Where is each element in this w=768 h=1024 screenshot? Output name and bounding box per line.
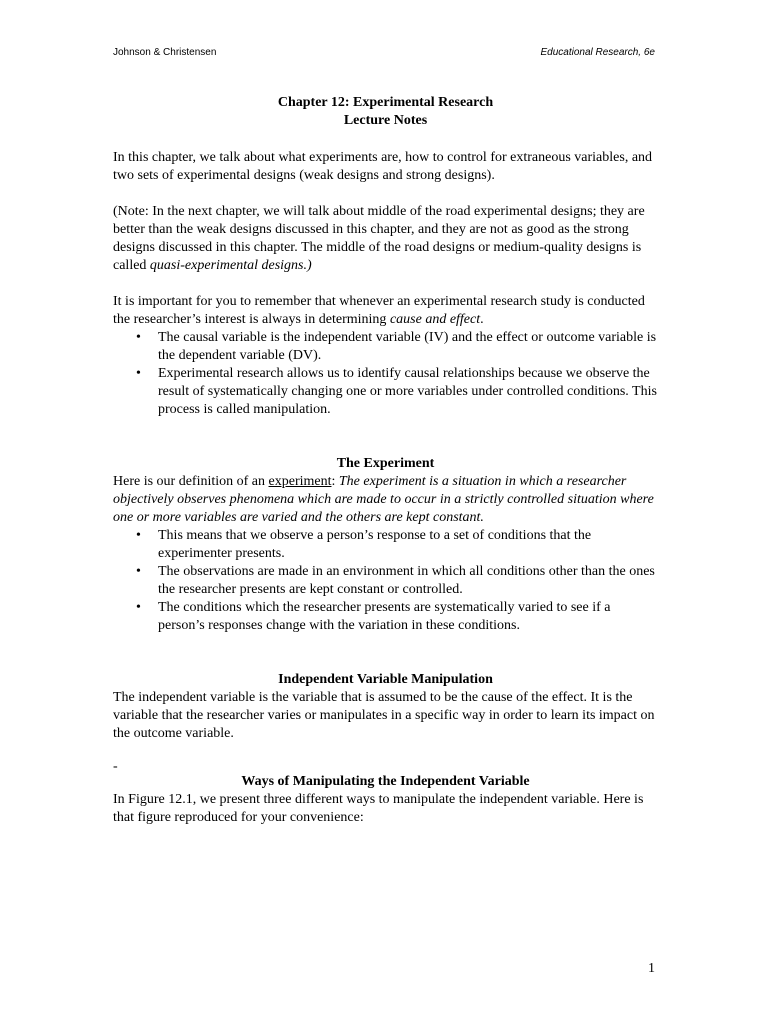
section-heading-ways: Ways of Manipulating the Independent Variable (241, 774, 530, 789)
header-authors: Johnson & Christensen (113, 47, 217, 58)
experiment-definition (113, 473, 658, 527)
definition-colon: : (331, 474, 339, 489)
section-heading-experiment: The Experiment (336, 456, 435, 471)
definition-lead: Here is our definition of an (113, 474, 269, 489)
chapter-title: Chapter 12: Experimental Research (277, 95, 494, 110)
list-item: • The conditions which the researcher presents are systematically varied to see if a person’s responses change with the variation in these conditions. (158, 599, 658, 635)
intro-paragraph: In this chapter, we talk about what experiments are, how to control for extraneous variables, and two sets of experimental designs (weak designs and strong designs). (113, 150, 653, 183)
document-body (113, 94, 658, 827)
section-heading-iv-manipulation: Independent Variable Manipulation (278, 672, 493, 687)
cause-effect-text: It is important for you to remember that whenever an experimental research study is conducted the researcher’s interest is always in determining (113, 294, 645, 327)
cause-effect-paragraph (113, 293, 658, 329)
experiment-bullet-list (113, 527, 658, 635)
list-item: • The observations are made in an environment in which all conditions other than the ones the researcher presents are kept constant or controlled. (158, 563, 658, 599)
iv-manipulation-paragraph: The independent variable is the variable that is assumed to be the cause of the effect. It is the variable that the researcher varies or manipulates in a specific way in order to learn its impact on the outcome variable. (113, 690, 655, 741)
list-item: • This means that we observe a person’s response to a set of conditions that the experimenter presents. (158, 527, 658, 563)
note-text: (Note: In the next chapter, we will talk about middle of the road experimental designs; they are better than the weak designs discussed in this chapter, and they are not as good as the strong designs discussed in this chapter. The middle of the road designs or medium-quality designs is called (113, 204, 645, 273)
definition-term: experiment (268, 474, 332, 489)
list-item: • Experimental research allows us to identify causal relationships because we observe the result of systematically changing one or more variables under controlled conditions. This process is called manipulation. (158, 365, 658, 419)
chapter-subtitle: Lecture Notes (343, 113, 428, 128)
page-number: 1 (648, 961, 655, 976)
list-item: • The causal variable is the independent variable (IV) and the effect or outcome variable is the dependent variable (DV). (158, 329, 658, 365)
definition-italic: The experiment is a situation in which a researcher objectively observes phenomena which are made to occur in a strictly controlled situation where one or more variables are varied and the others are kept constant. (113, 474, 654, 525)
ways-paragraph: In Figure 12.1, we present three different ways to manipulate the independent variable. Here is that figure reproduced for your convenience: (113, 792, 644, 825)
note-italic-term: quasi-experimental designs.) (149, 258, 312, 273)
stray-dash: - (113, 759, 118, 774)
intro-bullet-list (113, 329, 658, 419)
cause-effect-term: cause and effect (389, 312, 481, 327)
cause-effect-end: . (480, 312, 484, 327)
note-paragraph (113, 203, 658, 275)
header-book-title: Educational Research, 6e (540, 47, 655, 58)
